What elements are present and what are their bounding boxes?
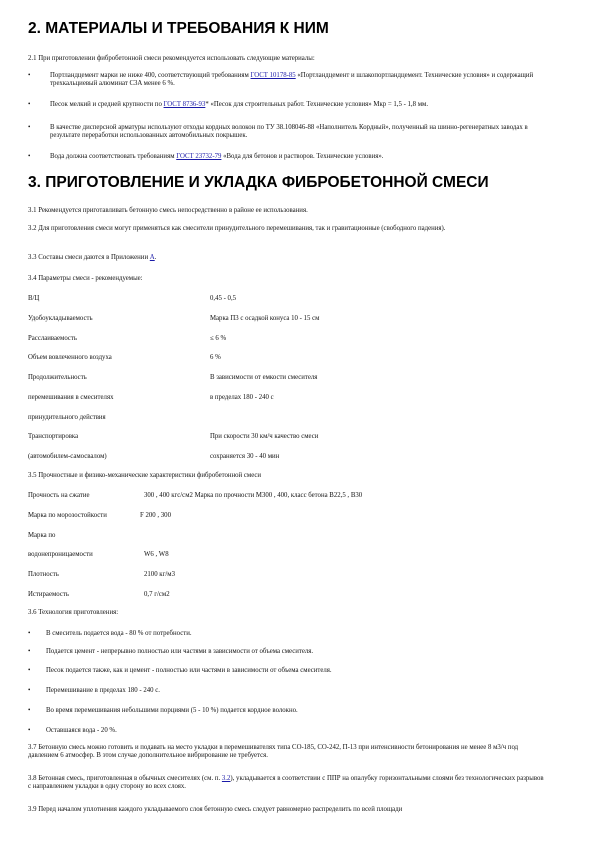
property-row: Истираемость 0,7 г/см2 xyxy=(28,591,170,598)
param-row: Объем вовлеченного воздуха 6 % xyxy=(28,354,221,361)
bullet-icon: • xyxy=(28,101,31,108)
paragraph-3-8: 3.8 Бетонная смесь, приготовленная в обычных смесителях (см. п. 3.2), укладывается в соответствии с ППР на опалубку горизонтальными слоями без технологических разрывов с направлением укладки в одну сторону во всех слоях. xyxy=(28,775,544,791)
gost-10178-85-link[interactable]: ГОСТ 10178-85 xyxy=(250,72,296,79)
bullet-icon: • xyxy=(28,630,31,637)
param-row: (автомобилем-самосвалом) сохраняется 30 - 40 мин xyxy=(28,453,280,460)
property-row: Плотность 2100 кг/м3 xyxy=(28,571,175,578)
section-3-heading: 3. ПРИГОТОВЛЕНИЕ И УКЛАДКА ФИБРОБЕТОННОЙ СМЕСИ xyxy=(28,174,489,191)
paragraph-3-7: 3.7 Бетонную смесь можно готовить и подавать на место укладки в перемешивателях типа СО-185, СО-242, П-13 при интенсивности бетонирования не менее 8 м3/ч под давлением 6 атмосфер. В этом случае дополнительное вибрирование не требуется. xyxy=(28,744,519,760)
property-row: Прочность на сжатие 300 , 400 кгс/см2 Марка по прочности М300 , 400, класс бетона В22,5 , В30 xyxy=(28,492,363,499)
param-row: Расслаиваемость ≤ 6 % xyxy=(28,335,227,342)
gost-8736-93-link[interactable]: ГОСТ 8736-93 xyxy=(163,101,206,108)
param-row: Удобоукладываемость Марка П3 с осадкой конуса 10 - 15 см xyxy=(28,315,320,322)
appendix-a-link[interactable]: А xyxy=(149,254,155,261)
tech-step: • В смеситель подается вода - 80 % от потребности. xyxy=(28,630,192,637)
gost-23732-79-link[interactable]: ГОСТ 23732-79 xyxy=(176,153,222,160)
tech-step: • Песок подается также, как и цемент - полностью или частями в зависимости от объема смесителя. xyxy=(28,667,332,674)
paragraph-2-1: 2.1 При приготовлении фибробетонной смеси рекомендуется использовать следующие материалы: xyxy=(28,55,315,62)
paragraph-3-5: 3.5 Прочностные и физико-механические характеристики фибробетонной смеси xyxy=(28,472,262,479)
tech-step: • Во время перемешивания небольшими порциями (5 - 10 %) подается кордное волокно. xyxy=(28,707,298,714)
property-row: Марка по xyxy=(28,532,56,539)
bullet-icon: • xyxy=(28,153,31,160)
bullet-icon: • xyxy=(28,687,31,694)
bullet-icon: • xyxy=(28,707,31,714)
param-row: В/Ц 0,45 - 0,5 xyxy=(28,295,237,302)
paragraph-3-1: 3.1 Рекомендуется приготавливать бетонную смесь непосредственно в районе ее использования. xyxy=(28,207,308,214)
param-row: принудительного действия xyxy=(28,414,106,421)
property-row: Марка по морозостойкости F 200 , 300 xyxy=(28,512,171,519)
materials-item-water: • Вода должна соответствовать требованиям ГОСТ 23732-79 «Вода для бетонов и растворов. Технические условия». xyxy=(28,153,384,160)
paragraph-3-6: 3.6 Технология приготовления: xyxy=(28,609,119,616)
tech-step: • Перемешивание в пределах 180 - 240 с. xyxy=(28,687,160,694)
property-row: водонепроницаемости W6 , W8 xyxy=(28,551,169,558)
section-2-heading: 2. МАТЕРИАЛЫ И ТРЕБОВАНИЯ К НИМ xyxy=(28,20,329,37)
tech-step: • Оставшаяся вода - 20 %. xyxy=(28,727,117,734)
section-3-2-link[interactable]: 3.2 xyxy=(221,775,231,782)
param-row: Продолжительность В зависимости от емкости смесителя xyxy=(28,374,318,381)
materials-item-sand: • Песок мелкий и средней крупности по ГОСТ 8736-93* «Песок для строительных работ. Технические условия» Мкр = 1,5 - 1,8 мм. xyxy=(28,101,429,108)
paragraph-3-4: 3.4 Параметры смеси - рекомендуемые: xyxy=(28,275,143,282)
bullet-icon: • xyxy=(28,727,31,734)
tech-step: • Подается цемент - непрерывно полностью или частями в зависимости от объема смесителя. xyxy=(28,648,314,655)
paragraph-3-2: 3.2 Для приготовления смеси могут применяться как смесители принудительного перемешивания, так и гравитационные (свободного падения). xyxy=(28,225,446,232)
paragraph-3-3: 3.3 Составы смеси даются в Приложении А. xyxy=(28,254,157,261)
bullet-icon: • xyxy=(28,124,31,131)
bullet-icon: • xyxy=(28,667,31,674)
bullet-icon: • xyxy=(28,72,31,79)
paragraph-3-9: 3.9 Перед началом уплотнения каждого укладываемого слоя бетонную смесь следует равномерно распределить по всей площади xyxy=(28,806,403,813)
param-row: Транспортировка При скорости 30 км/ч качество смеси xyxy=(28,433,319,440)
materials-item-fiber: • В качестве дисперсной арматуры используют отходы кордных волокон по ТУ 38.108046-88 «Наполнитель Кордный», полученный на шинно-регенератных заводах в результате переработки использованных автомобильных покрышек. xyxy=(28,124,528,140)
param-row: перемешивания в смесителях в пределах 180 - 240 с xyxy=(28,394,274,401)
bullet-icon: • xyxy=(28,648,31,655)
materials-item-cement: • Портландцемент марки не ниже 400, соответствующий требованиям ГОСТ 10178-85 «Портландцемент и шлакопортландцемент. Технические условия» и содержащий трехкальциевый алюминат C3A менее 6 %. xyxy=(28,72,534,88)
